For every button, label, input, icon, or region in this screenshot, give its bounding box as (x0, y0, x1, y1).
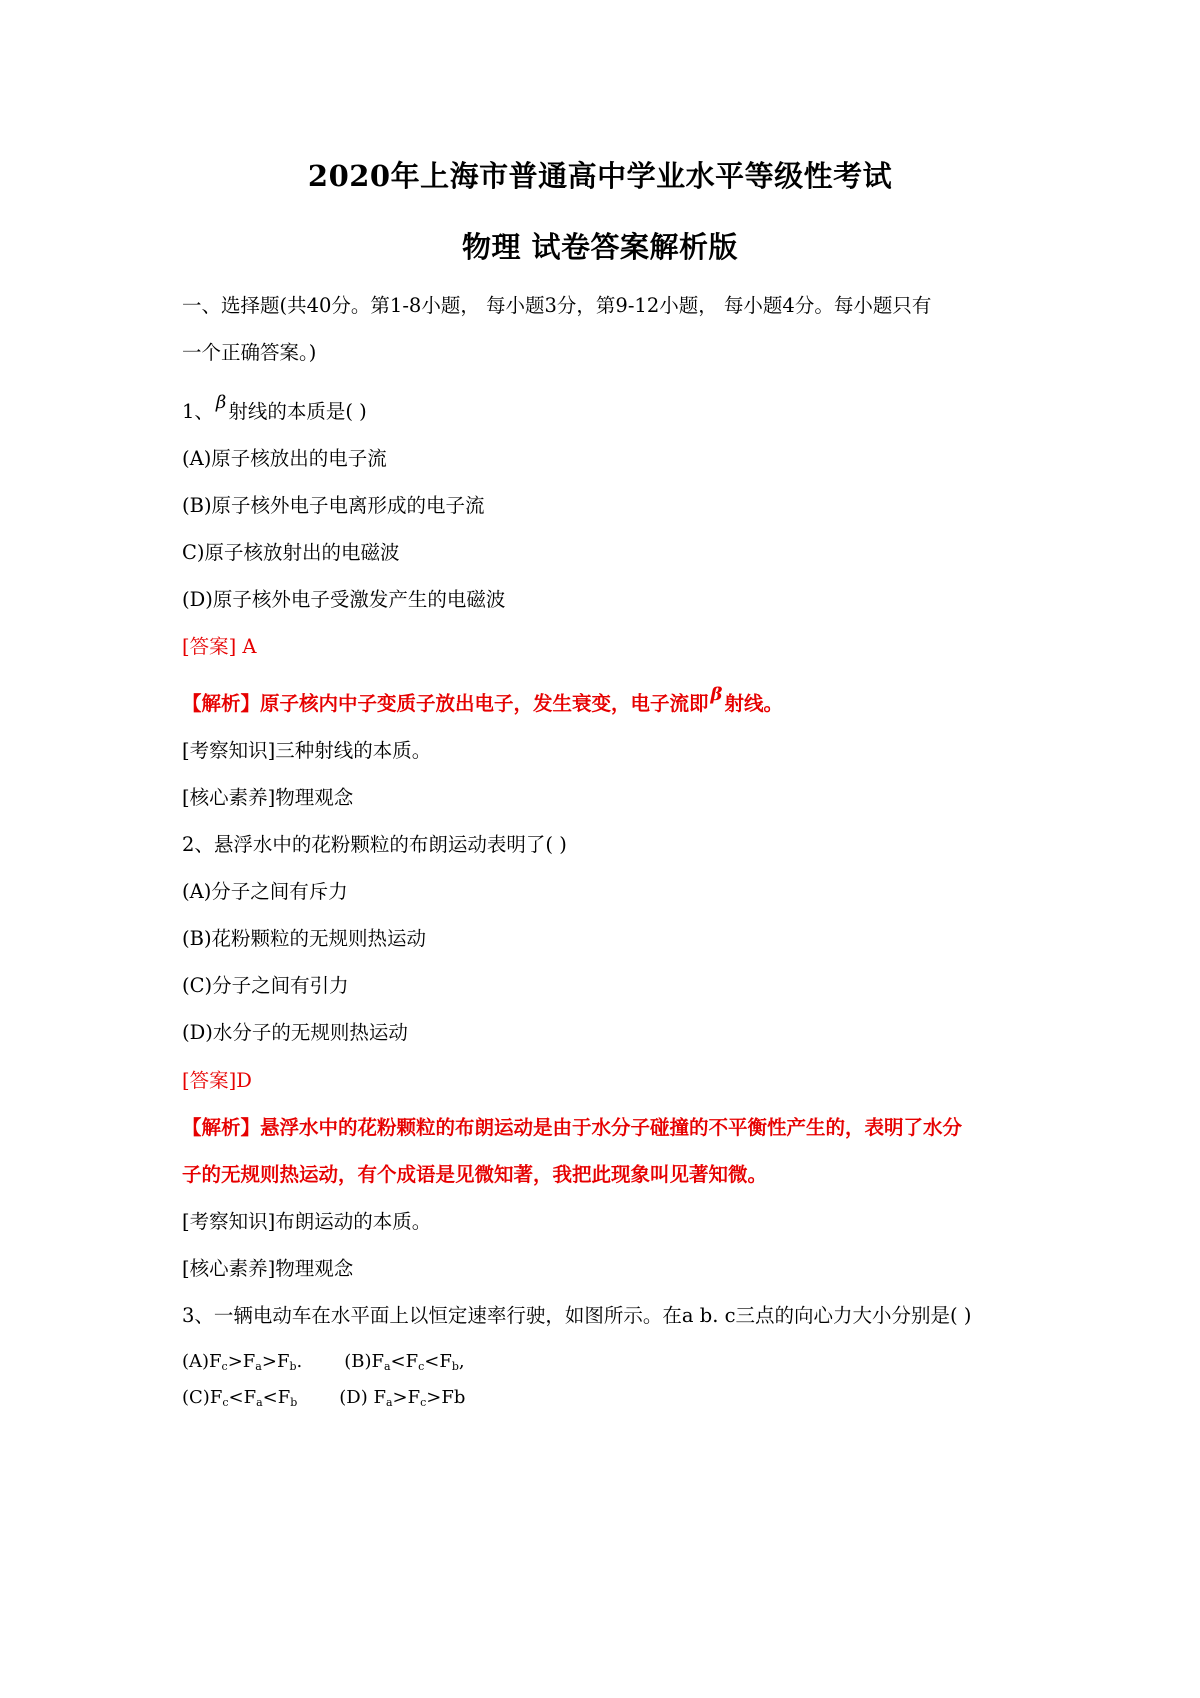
q3-option-d: (D) $F_a>F_c>Fb$ (339, 1387, 466, 1409)
q2-option-c: (C)分子之间有引力 (182, 974, 349, 997)
q2-analysis-text-1: 悬浮水中的花粉颗粒的布朗运动是由于水分子碰撞的不平衡性产生的，表明了水分 (260, 1116, 963, 1139)
beta-symbol: β (215, 392, 227, 413)
q2-option-b: (B)花粉颗粒的无规则热运动 (182, 927, 427, 950)
q3-option-c: $(C)F_c<F_a<F_b$ (182, 1387, 298, 1409)
q2-option-a: (A)分子之间有斥力 (182, 880, 348, 903)
q1-analysis-tail: 射线。 (724, 692, 783, 715)
q1-analysis (182, 684, 783, 715)
q3-options-row-1 (182, 1353, 465, 1371)
q2-knowledge: [考察知识]布朗运动的本质。 (182, 1210, 432, 1233)
q3-option-b: $(B)F_a<F_c<F_b$, (344, 1351, 465, 1373)
q2-stem: 2、悬浮水中的花粉颗粒的布朗运动表明了( ) (182, 833, 567, 856)
q1-analysis-text: 原子核内中子变质子放出电子，发生衰变，电子流即 (260, 692, 709, 715)
exam-subtitle: 物理 试卷答案解析版 (461, 230, 739, 264)
q3-options-row-2 (182, 1389, 465, 1407)
section-intro-line-1: 一、选择题(共40分。第1-8小题， 每小题3分，第9-12小题， 每小题4分。每小题只有 (182, 294, 932, 317)
q1-literacy: [核心素养]物理观念 (182, 786, 354, 809)
q3-option-a: $(A)F_c>F_a>F_b$. (182, 1351, 303, 1373)
beta-symbol: β (710, 684, 723, 705)
q2-option-d: (D)水分子的无规则热运动 (182, 1021, 408, 1044)
section-intro-line-2: 一个正确答案。) (182, 341, 317, 364)
q1-knowledge: [考察知识]三种射线的本质。 (182, 739, 432, 762)
exam-title: 2020年上海市普通高中学业水平等级性考试 (307, 159, 893, 193)
q3-stem: 3、一辆电动车在水平面上以恒定速率行驶，如图所示。在a b. c三点的向心力大小分别是( ) (182, 1304, 972, 1327)
q2-analysis-line-1 (182, 1118, 962, 1138)
q1-number: 1、 (182, 400, 214, 423)
q1-stem-text: 射线的本质是( ) (228, 400, 367, 423)
q2-literacy: [核心素养]物理观念 (182, 1257, 354, 1280)
q1-option-a: (A)原子核放出的电子流 (182, 447, 387, 470)
q1-option-c: C)原子核放射出的电磁波 (182, 541, 400, 564)
q2-answer: [答案]D (182, 1069, 252, 1092)
q2-analysis-line-2: 子的无规则热运动，有个成语是见微知著，我把此现象叫见著知微。 (182, 1163, 768, 1186)
q1-option-b: (B)原子核外电子电离形成的电子流 (182, 494, 485, 517)
q1-analysis-head: 【解析】 (182, 692, 261, 715)
q1-stem (182, 392, 367, 423)
q1-option-d: (D)原子核外电子受激发产生的电磁波 (182, 588, 506, 611)
q2-analysis-head: 【解析】 (182, 1116, 261, 1139)
q1-answer: [答案] A (182, 635, 257, 658)
